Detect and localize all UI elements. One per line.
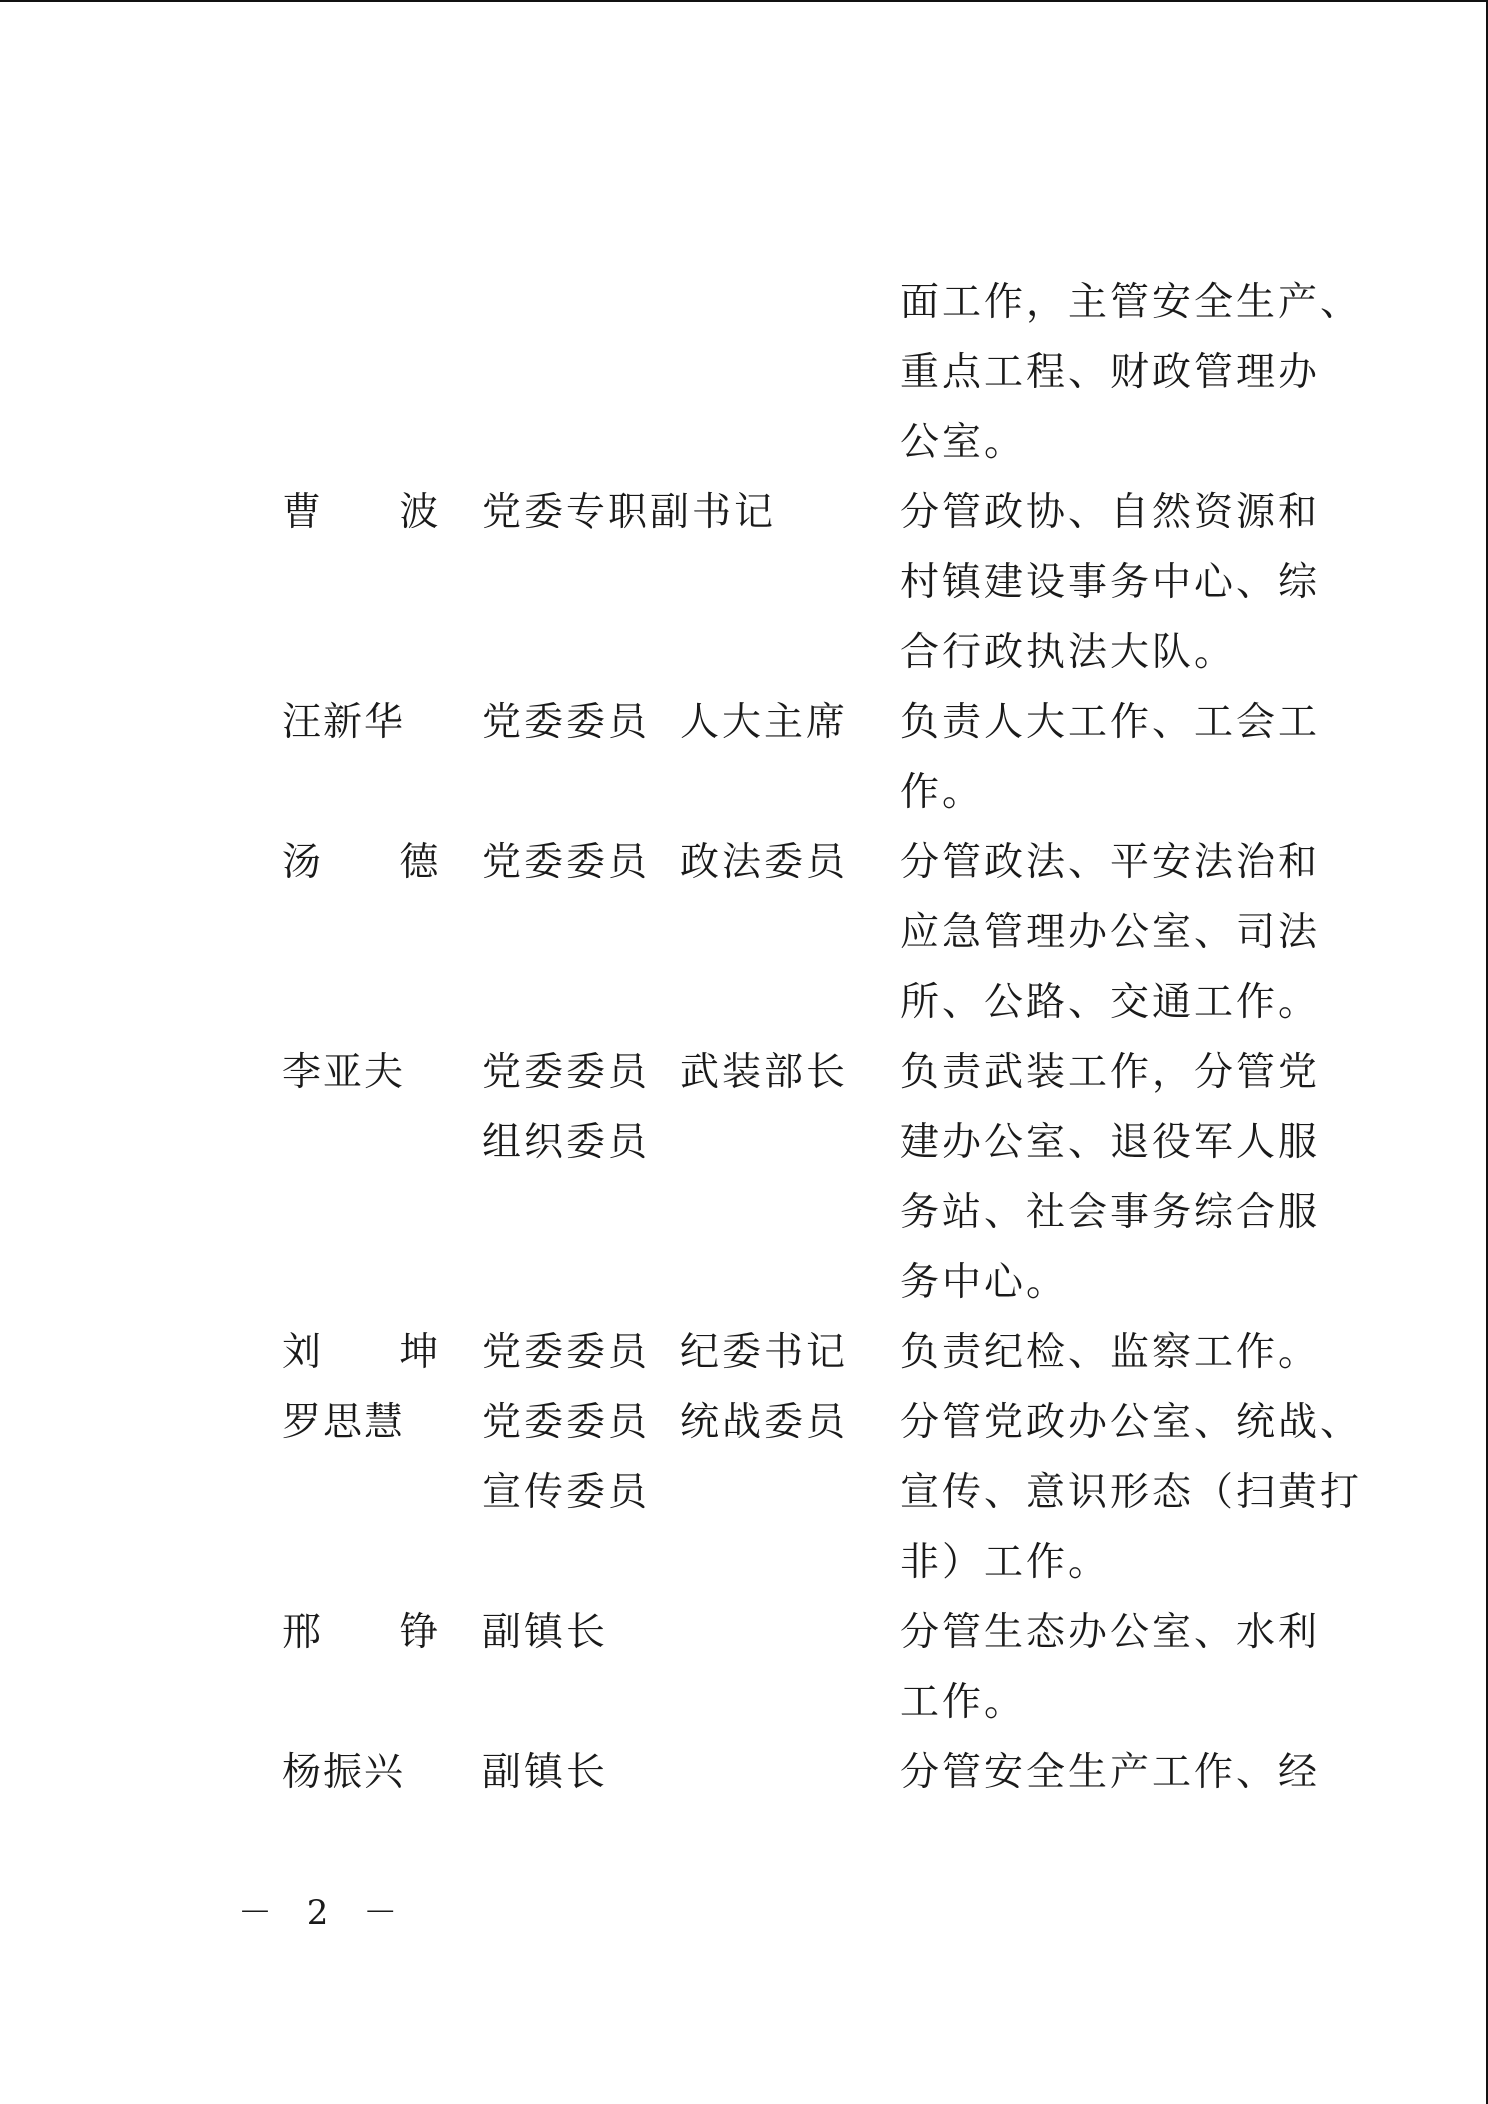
person-position: 宣传委员 [482,1470,651,1515]
duty-line: 宣传、意识形态（扫黄打 [900,1470,1363,1515]
continued-duty [900,268,1363,478]
duty-line: 负责人大工作、工会工 [900,700,1321,745]
person-duty [900,828,1320,1038]
person-name: 曹 波 [282,490,472,535]
person-position: 党委委员 [482,840,651,885]
person-position: 统战委员 [680,1400,849,1445]
person-position: 党委委员 [482,1050,651,1095]
person-position: 副镇长 [482,1750,609,1795]
duty-line: 应急管理办公室、司法 [900,910,1321,955]
duty-line: 重点工程、财政管理办 [900,350,1321,395]
duty-line: 公室。 [900,420,1027,465]
person-duty [900,1318,1320,1388]
person-position: 副镇长 [482,1610,609,1655]
person-name: 汪新华 [282,700,406,745]
person-position: 纪委书记 [680,1330,849,1375]
person-position: 党委委员 [482,1330,651,1375]
duty-line: 合行政执法大队。 [900,630,1237,675]
duty-line: 分管党政办公室、统战、 [900,1400,1363,1445]
person-duty [900,688,1320,828]
top-border-line [0,0,1488,2]
person-position: 党委专职副书记 [482,490,777,535]
person-position: 组织委员 [482,1120,651,1165]
duty-line: 非）工作。 [900,1540,1111,1585]
person-position: 政法委员 [680,840,849,885]
duty-line: 分管政协、自然资源和 [900,490,1321,535]
person-position: 人大主席 [680,700,849,745]
duty-line: 分管政法、平安法治和 [900,840,1321,885]
person-name: 李亚夫 [282,1050,406,1095]
duty-line: 村镇建设事务中心、综 [900,560,1321,605]
person-name: 汤 德 [282,840,472,885]
duty-line: 务中心。 [900,1260,1069,1305]
duty-line: 分管安全生产工作、经 [900,1750,1321,1795]
page-number: － 2 － [238,1893,410,1933]
person-name: 刘 坤 [282,1330,472,1375]
duty-line: 负责纪检、监察工作。 [900,1330,1321,1375]
person-duty [900,1738,1320,1808]
person-duty [900,1388,1363,1598]
person-duty [900,478,1320,688]
duty-line: 工作。 [900,1680,1027,1725]
duty-line: 负责武装工作，分管党 [900,1050,1321,1095]
duty-line: 建办公室、退役军人服 [900,1120,1321,1165]
person-name: 邢 铮 [282,1610,472,1655]
person-duty [900,1598,1320,1738]
duty-line: 务站、社会事务综合服 [900,1190,1321,1235]
person-name: 罗思慧 [282,1400,406,1445]
person-position: 党委委员 [482,1400,651,1445]
duty-line: 分管生态办公室、水利 [900,1610,1321,1655]
person-name: 杨振兴 [282,1750,406,1795]
duty-line: 作。 [900,770,985,815]
person-duty [900,1038,1320,1318]
person-position: 党委委员 [482,700,651,745]
duty-line: 所、公路、交通工作。 [900,980,1321,1025]
person-position: 武装部长 [680,1050,849,1095]
duty-line: 面工作，主管安全生产、 [900,280,1363,325]
